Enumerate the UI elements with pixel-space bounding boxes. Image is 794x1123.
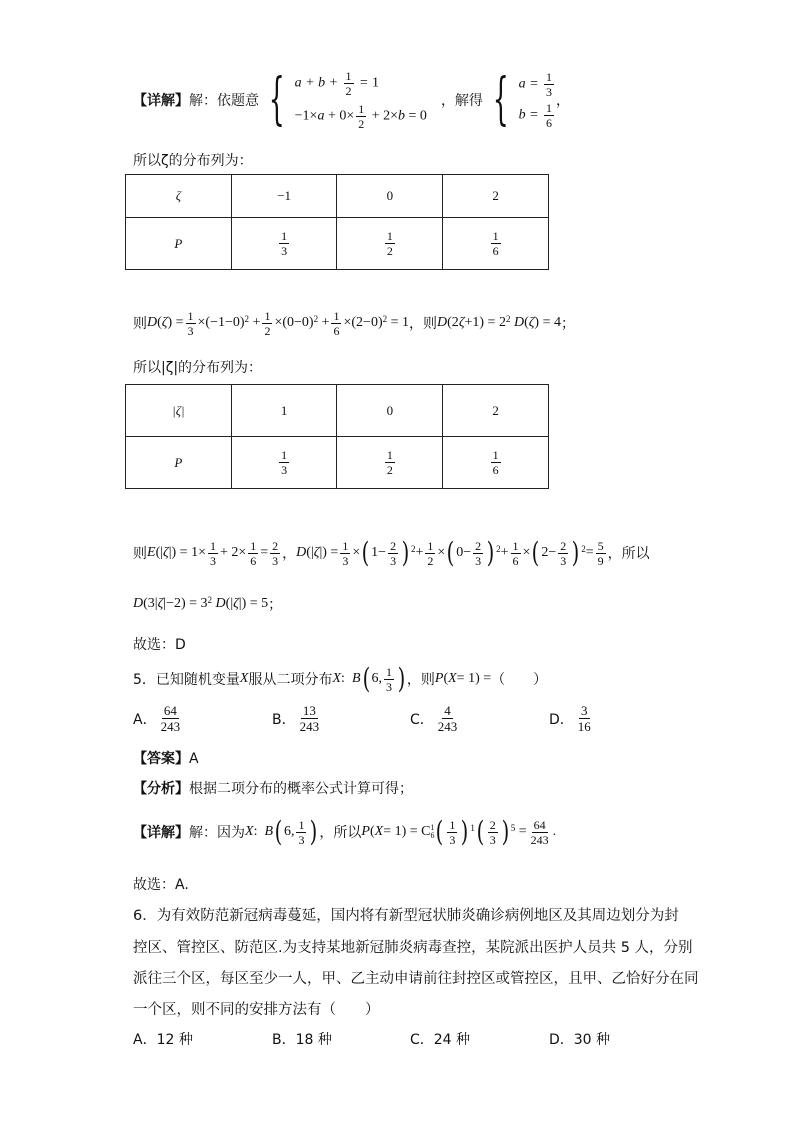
table-row [126,218,549,270]
answer-prev: 故选：D [133,637,186,653]
q6-line-3: 派往三个区，每区至少一人，甲、乙主动申请前往封控区或管控区，且甲、乙恰好分在同 [133,971,699,987]
table-header-cell: 1 [231,385,337,437]
solution-a: a = $\frac{1}{3}$ [518,70,553,99]
solution-b: b = $\frac{1}{6}$ [518,101,553,130]
solution-system [519,71,556,129]
q6-option-d[interactable]: D．30 种 [549,1032,611,1048]
q5-choose: 故选：A. [133,877,189,893]
table-cell: $\frac{1}{3}$ [231,218,337,270]
q5-option-a[interactable]: A． $\frac{64}{243}$ [133,703,181,734]
table-row [126,385,549,437]
table-cell: $\frac{1}{6}$ [443,437,549,489]
q6-option-a[interactable]: A．12 种 [133,1032,193,1048]
equation-2: −1×a + 0× $\frac{1}{2}$ + 2×b = 0 [294,102,427,131]
q6-option-b[interactable]: B．18 种 [272,1032,332,1048]
q5-option-d[interactable]: D． $\frac{3}{16}$ [549,703,591,734]
dist1-caption: 所以ζ的分布列为： [133,153,253,169]
q5-option-c[interactable]: C． $\frac{4}{243}$ [410,703,458,734]
q6-line-1: 6．为有效防范新冠病毒蔓延，国内将有新型冠状肺炎确诊病例地区及其周边划分为封 [133,908,679,924]
table-header-cell: 2 [443,385,549,437]
q6-line-2: 控区、管控区、防范区.为支持某地新冠肺炎病毒查控，某院派出医护人员共 5 人，分别 [133,940,693,956]
table-row [126,437,549,489]
dist2-caption: 所以|ζ|的分布列为： [133,360,263,376]
detail-system-line [133,62,570,138]
q6-option-c[interactable]: C．24 种 [410,1032,471,1048]
table-header-cell: 2 [443,175,549,218]
distribution-table-2 [125,384,549,489]
detail-tag: 【详解】 [133,93,189,109]
q5-analysis: 【分析】根据二项分布的概率公式计算可得； [133,781,413,797]
expectation-line: 则 E (| ζ |) = 1× $\frac{1}{3}$ + 2× $\frac{1}{6}$ = $\frac{2}{3}$ ， D (| ζ |) = $\frac{1}{3}$ × ( 1− $\frac{2}{3}$ ) 2 + $\frac{1}{2}$ × ( 0− $\frac{2}{3}$ ) 2 + $\frac{1}{6}$ × ( 2− $\frac{2}{3}$ ) 2 = $\frac{5}{9}$ ，所以 [133,536,650,569]
table-header-cell: 0 [337,385,443,437]
equation-1: a + b + $\frac{1}{2}$ = 1 [294,69,379,98]
left-brace-icon: { [268,67,285,132]
solve-text: ，解得 [440,93,483,109]
table-row-label: P [126,218,232,270]
table-header-cell: ζ [126,175,232,218]
detail-end: ， [556,93,571,109]
q5-option-b[interactable]: B． $\frac{13}{243}$ [272,703,320,734]
table-row [126,175,549,218]
table-cell: $\frac{1}{6}$ [443,218,549,270]
variance-line: 则 D ( ζ ) = $\frac{1}{3}$ ×(−1−0) 2 + $\frac{1}{2}$ ×(0−0) 2 + $\frac{1}{6}$ ×(2−0) 2 = 1 ，则 D (2 ζ +1) = 2 2 D ( ζ ) = 4 ； [133,308,575,338]
table-cell: $\frac{1}{2}$ [337,437,443,489]
q5-stem: 5．已知随机变量 X 服从二项分布 X : B ( 6, $\frac{1}{3}$ ) ，则 P ( X = 1) = （ ） [133,662,548,695]
equation-system [295,70,427,130]
table-header-cell: |ζ| [126,385,232,437]
final-variance-line: D (3| ζ |−2) = 3 2 D (| ζ |) = 5 ； [133,595,283,613]
left-brace-icon: { [492,67,509,132]
table-header-cell: 0 [337,175,443,218]
table-cell: $\frac{1}{2}$ [337,218,443,270]
detail-lead: 解：依题意 [189,93,259,109]
q5-answer: 【答案】A [133,751,199,767]
table-header-cell: −1 [231,175,337,218]
q6-line-4: 一个区，则不同的安排方法有（ ） [133,1002,380,1018]
table-cell: $\frac{1}{3}$ [231,437,337,489]
distribution-table-1 [125,174,549,270]
table-row-label: P [126,437,232,489]
q5-detail: 【详解】 解：因为 X : B ( 6, $\frac{1}{3}$ ) ，所以 P ( X = 1) = C 1 6 ( $\frac{1}{3}$ ) 1 ( $\frac{2}{3}$ ) 5 = $\frac{64}{243}$ . [133,815,557,848]
